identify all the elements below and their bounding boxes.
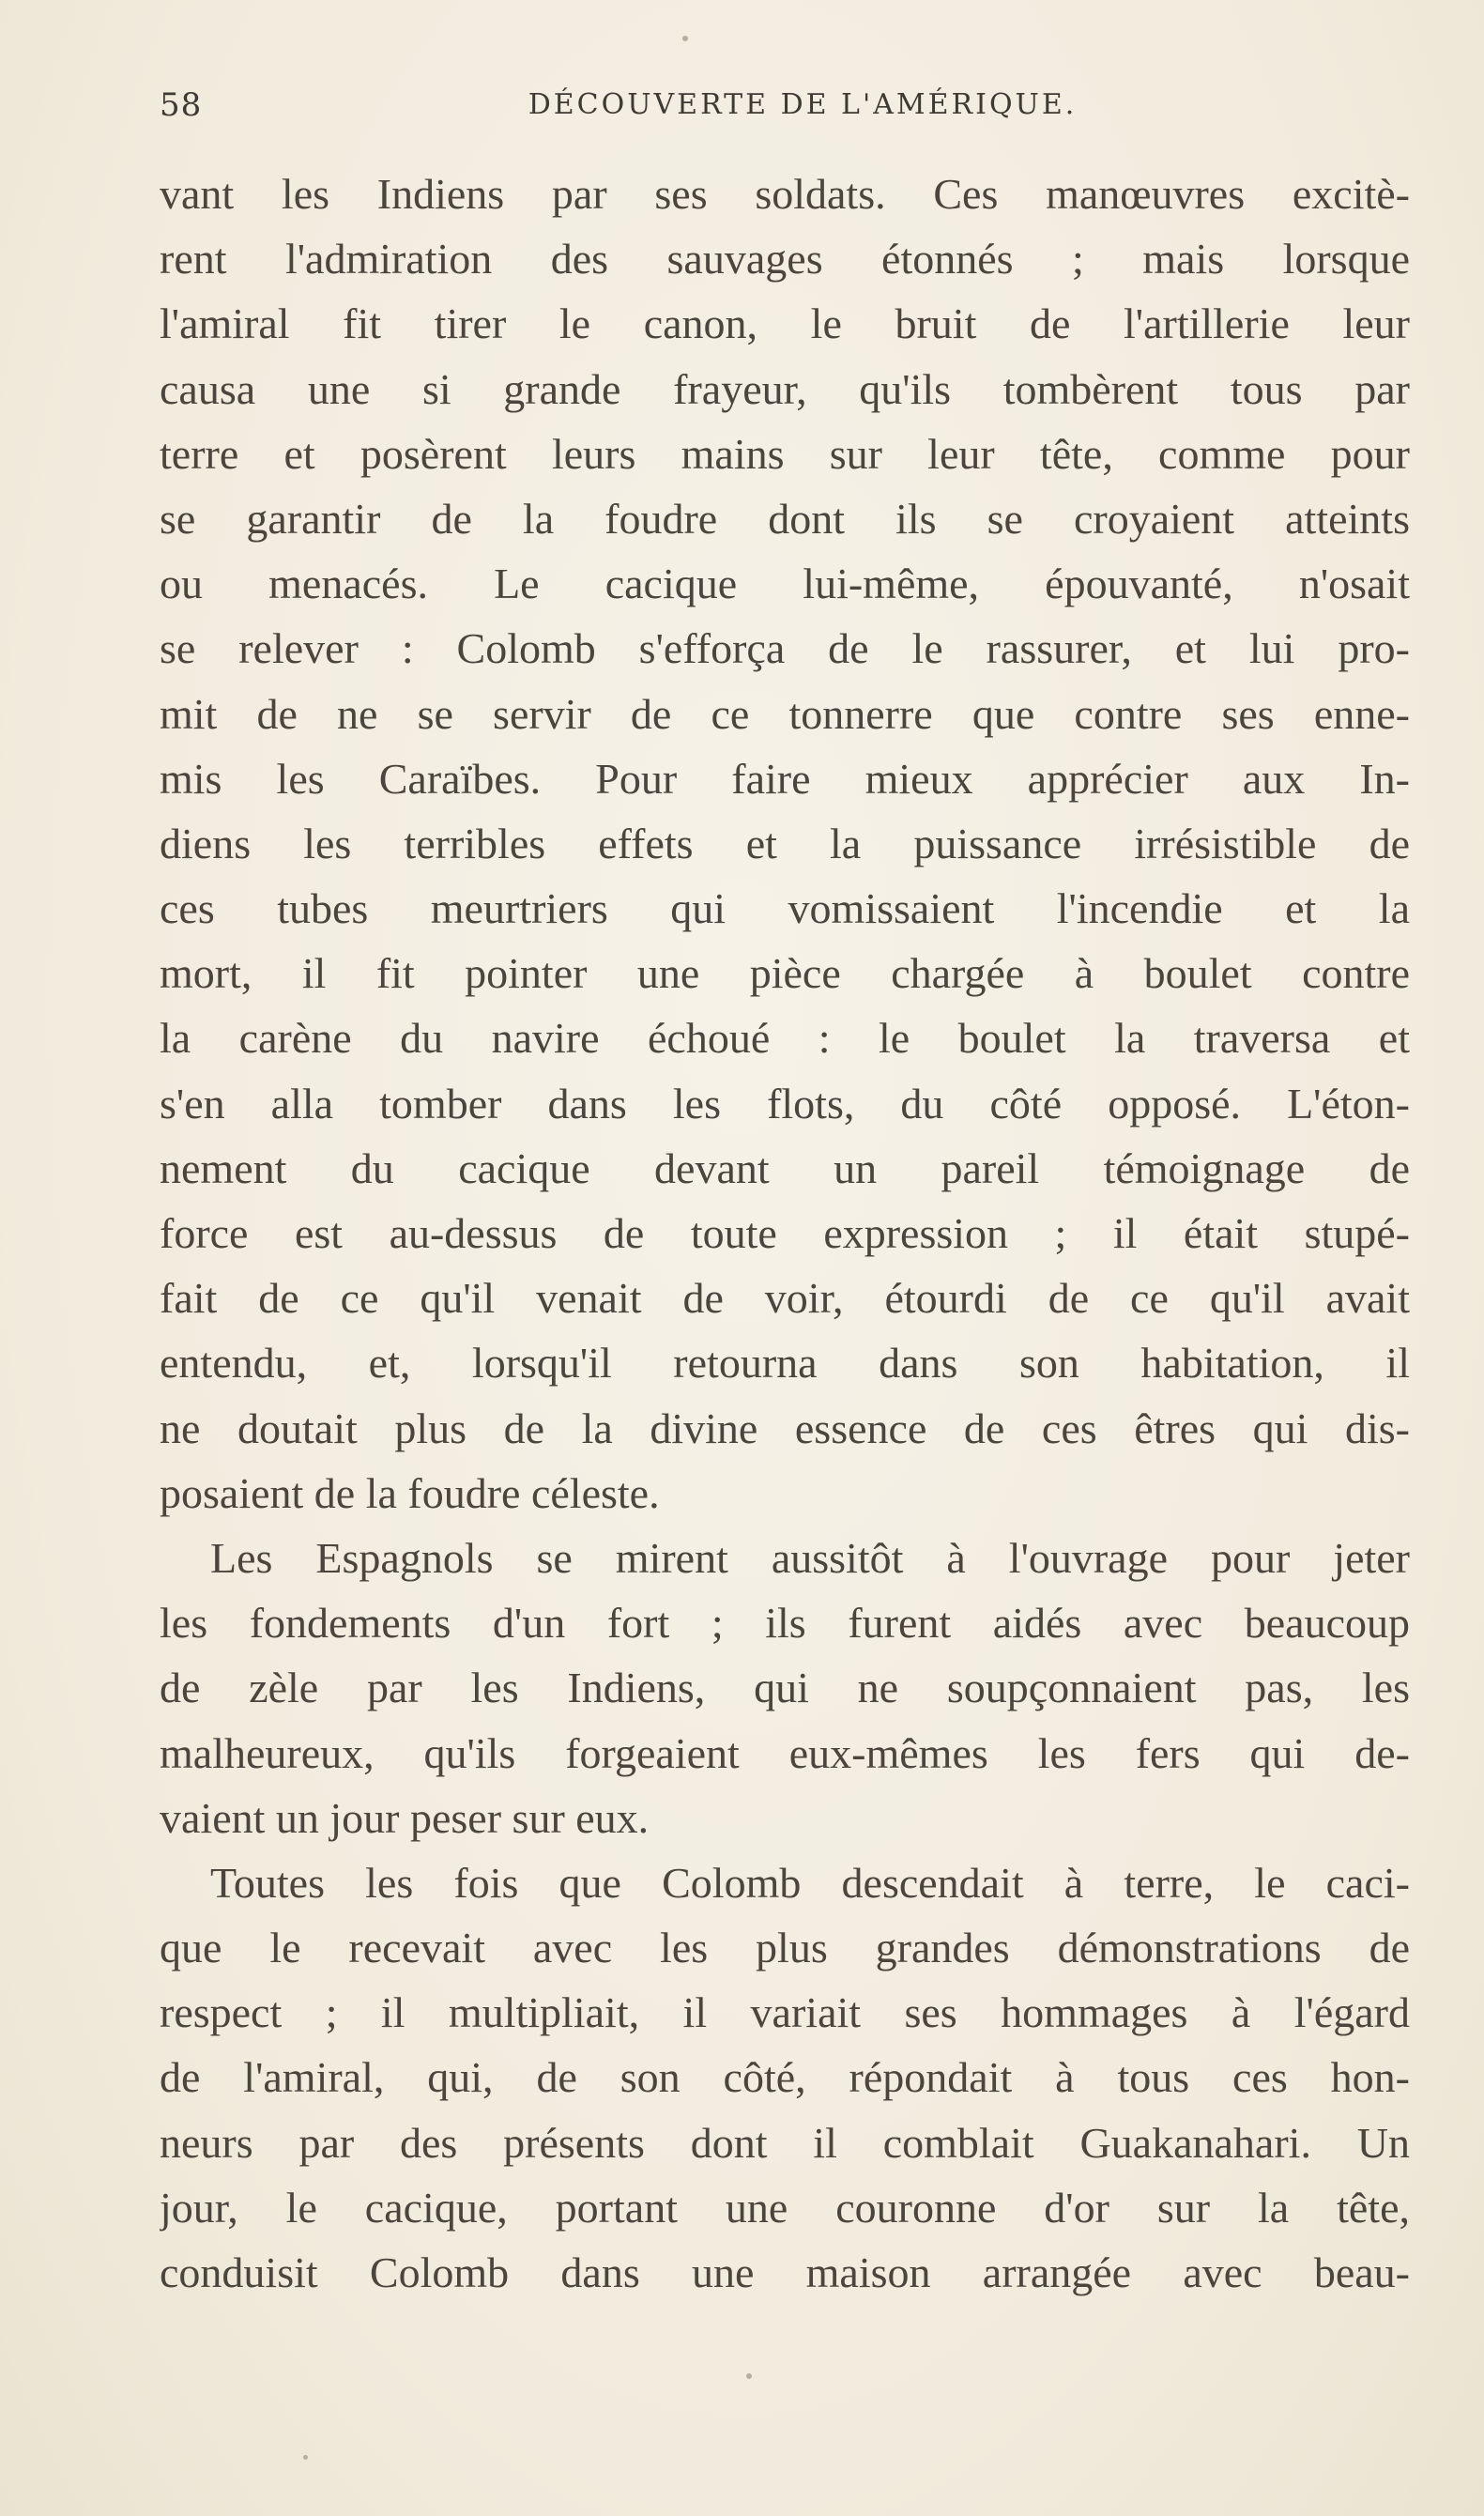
- running-title: DÉCOUVERTE DE L'AMÉRIQUE.: [528, 88, 1078, 121]
- text-line: entendu, et, lorsqu'il retourna dans son habitation, il: [160, 1339, 1410, 1388]
- text-line: l'amiral fit tirer le canon, le bruit de l'artillerie leur: [160, 299, 1410, 348]
- text-line: malheureux, qu'ils forgeaient eux-mêmes les fers qui de-: [160, 1728, 1410, 1777]
- text-line: de zèle par les Indiens, qui ne soupçonnaient pas, les: [160, 1664, 1410, 1712]
- paper-speck: [682, 36, 688, 41]
- text-line: ne doutait plus de la divine essence de ces êtres qui dis-: [160, 1404, 1410, 1452]
- text-line: terre et posèrent leurs mains sur leur tête, comme pour: [160, 429, 1410, 478]
- text-line: diens les terribles effets et la puissance irrésistible de: [160, 819, 1410, 867]
- text-line: la carène du navire échoué : le boulet la traversa et: [160, 1014, 1410, 1063]
- body-text: [160, 161, 1410, 2305]
- text-line: les fondements d'un fort ; ils furent aidés avec beaucoup: [160, 1599, 1410, 1648]
- paragraph-end-line: vaient un jour peser sur eux.: [160, 1793, 650, 1842]
- text-line: neurs par des présents dont il comblait Guakanahari. Un: [160, 2118, 1410, 2167]
- paragraph-start-line: Toutes les fois que Colomb descendait à terre, le caci-: [210, 1858, 1410, 1907]
- text-line: respect ; il multipliait, il variait ses hommages à l'égard: [160, 1988, 1410, 2037]
- text-line: s'en alla tomber dans les flots, du côté opposé. L'éton-: [160, 1079, 1410, 1128]
- text-line: ces tubes meurtriers qui vomissaient l'incendie et la: [160, 884, 1410, 933]
- text-line: que le recevait avec les plus grandes démonstrations de: [160, 1924, 1410, 1972]
- paragraph-start-line: Les Espagnols se mirent aussitôt à l'ouvrage pour jeter: [210, 1533, 1410, 1582]
- text-line: force est au-dessus de toute expression ; il était stupé-: [160, 1209, 1410, 1257]
- text-line: ou menacés. Le cacique lui-même, épouvanté, n'osait: [160, 560, 1410, 608]
- paper-speck: [746, 2373, 752, 2379]
- paragraph-end-line: posaient de la foudre céleste.: [160, 1468, 660, 1517]
- text-line: se relever : Colomb s'efforça de le rassurer, et lui pro-: [160, 624, 1410, 673]
- text-line: de l'amiral, qui, de son côté, répondait à tous ces hon-: [160, 2053, 1410, 2102]
- text-line: conduisit Colomb dans une maison arrangée avec beau-: [160, 2248, 1410, 2296]
- paper-speck: [303, 2455, 308, 2460]
- text-line: rent l'admiration des sauvages étonnés ; mais lorsque: [160, 235, 1410, 284]
- text-line: causa une si grande frayeur, qu'ils tombèrent tous par: [160, 364, 1410, 413]
- text-line: vant les Indiens par ses soldats. Ces manœuvres excitè-: [160, 170, 1410, 218]
- running-head: [160, 86, 1408, 143]
- text-line: fait de ce qu'il venait de voir, étourdi de ce qu'il avait: [160, 1274, 1410, 1323]
- text-line: mort, il fit pointer une pièce chargée à boulet contre: [160, 949, 1410, 998]
- text-line: jour, le cacique, portant une couronne d'or sur la tête,: [160, 2183, 1410, 2232]
- page-number: 58: [160, 86, 203, 124]
- text-line: mis les Caraïbes. Pour faire mieux apprécier aux In-: [160, 754, 1410, 803]
- text-line: nement du cacique devant un pareil témoignage de: [160, 1143, 1410, 1192]
- text-line: se garantir de la foudre dont ils se croyaient atteints: [160, 494, 1410, 543]
- text-line: mit de ne se servir de ce tonnerre que contre ses enne-: [160, 689, 1410, 738]
